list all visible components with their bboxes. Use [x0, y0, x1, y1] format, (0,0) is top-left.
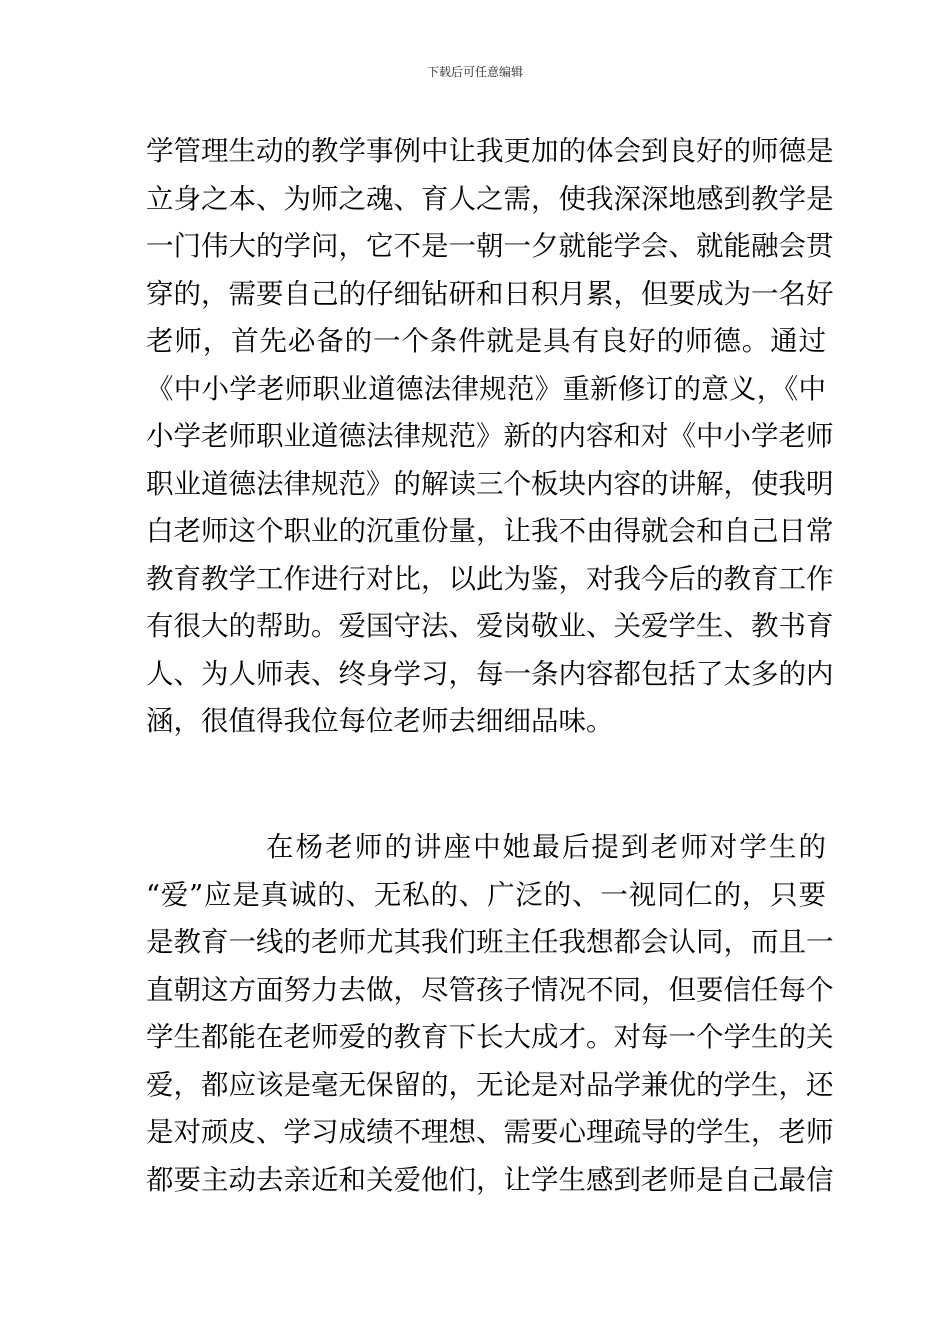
text-line: 教育教学工作进行对比，以此为鉴，对我今后的教育工作 — [146, 562, 834, 595]
text-line: 直朝这方面努力去做，尽管孩子情况不同，但要信任每个 — [146, 973, 834, 1006]
text-line: “爱”应是真诚的、无私的、广泛的、一视同仁的，只要 — [146, 878, 826, 911]
paragraph-1 — [146, 128, 834, 746]
text-line: 《中小学老师职业道德法律规范》重新修订的意义，《中 — [146, 372, 826, 405]
text-line: 都要主动去亲近和关爱他们，让学生感到老师是自己最信 — [146, 1163, 834, 1196]
text-line: 穿的，需要自己的仔细钻研和日积月累，但要成为一名好 — [146, 277, 834, 310]
text-line: 小学老师职业道德法律规范》新的内容和对《中小学老师 — [146, 420, 834, 452]
text-line: 是教育一线的老师尤其我们班主任我想都会认同，而且一 — [146, 926, 834, 958]
text-line: 爱，都应该是毫无保留的，无论是对品学兼优的学生，还 — [146, 1068, 834, 1101]
text-line: 是对顽皮、学习成绩不理想、需要心理疏导的学生，老师 — [146, 1116, 834, 1148]
text-line: 人、为人师表、终身学习，每一条内容都包括了太多的内 — [146, 657, 834, 690]
text-line: 白老师这个职业的沉重份量，让我不由得就会和自己日常 — [146, 515, 834, 547]
text-line: 职业道德法律规范》的解读三个板块内容的讲解，使我明 — [146, 467, 834, 500]
text-line: 涵，很值得我位每位老师去细细品味。 — [146, 705, 614, 737]
text-line: 在杨老师的讲座中她最后提到老师对学生的 — [266, 831, 826, 863]
text-line: 老师，首先必备的一个条件就是具有良好的师德。通过 — [146, 325, 826, 357]
text-line: 有很大的帮助。爱国守法、爱岗敬业、关爱学生、教书育 — [146, 610, 834, 642]
text-line: 学管理生动的教学事例中让我更加的体会到良好的师德是 — [146, 135, 834, 167]
paragraph-2 — [146, 824, 834, 1204]
text-line: 立身之本、为师之魂、育人之需，使我深深地感到教学是 — [146, 182, 834, 215]
text-line: 学生都能在老师爱的教育下长大成才。对每一个学生的关 — [146, 1021, 834, 1053]
text-line: 一门伟大的学问，它不是一朝一夕就能学会、就能融会贯 — [146, 230, 834, 262]
page-header: 下载后可任意编辑 — [426, 65, 523, 79]
